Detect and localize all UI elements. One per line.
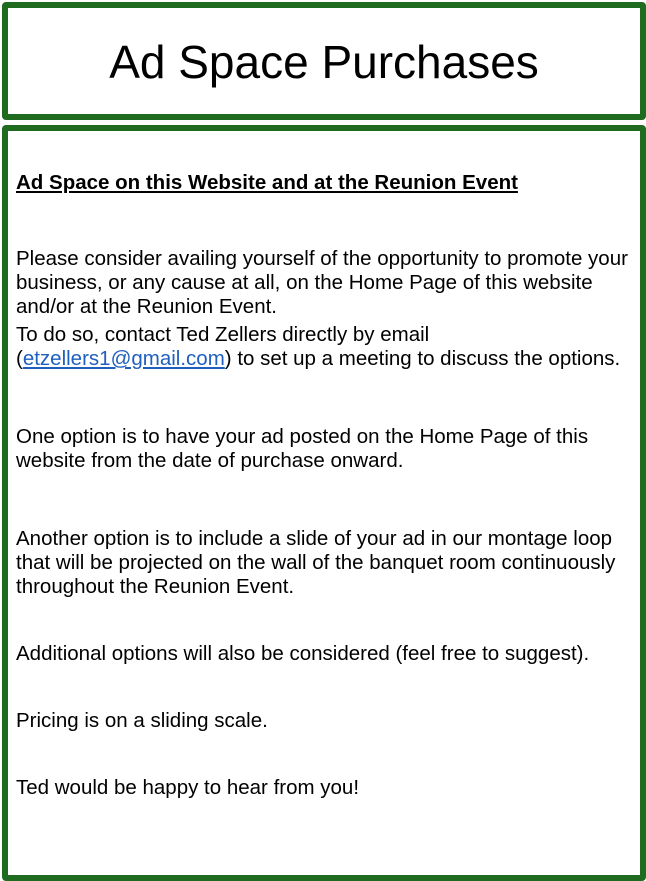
pricing-paragraph: Pricing is on a sliding scale. [16,709,268,732]
option-slide-paragraph: Another option is to include a slide of your ad in our montage loop that will be projected on the wall of the banquet room continuously throughout the Reunion Event. [16,527,616,598]
email-link[interactable]: etzellers1@gmail.com [22,347,225,370]
page-title: Ad Space Purchases [109,36,539,88]
intro-paragraph: Please consider availing yourself of the opportunity to promote your business, or any cause at all, on the Home Page of this website and/or at the Reunion Event. [16,247,628,318]
additional-options-paragraph: Additional options will also be considered (feel free to suggest). [16,642,590,665]
contact-text-after: ) to set up a meeting to discuss the options. [224,347,621,370]
contact-text-before: To do so, contact Ted Zellers directly by email ( [16,323,430,370]
closing-paragraph: Ted would be happy to hear from you! [16,776,360,799]
content-body [16,171,634,800]
contact-paragraph [16,323,634,371]
section-heading: Ad Space on this Website and at the Reunion Event [16,171,518,194]
title-banner [2,2,646,120]
content-panel [2,125,646,881]
option-home-page-paragraph: One option is to have your ad posted on the Home Page of this website from the date of purchase onward. [16,425,589,472]
